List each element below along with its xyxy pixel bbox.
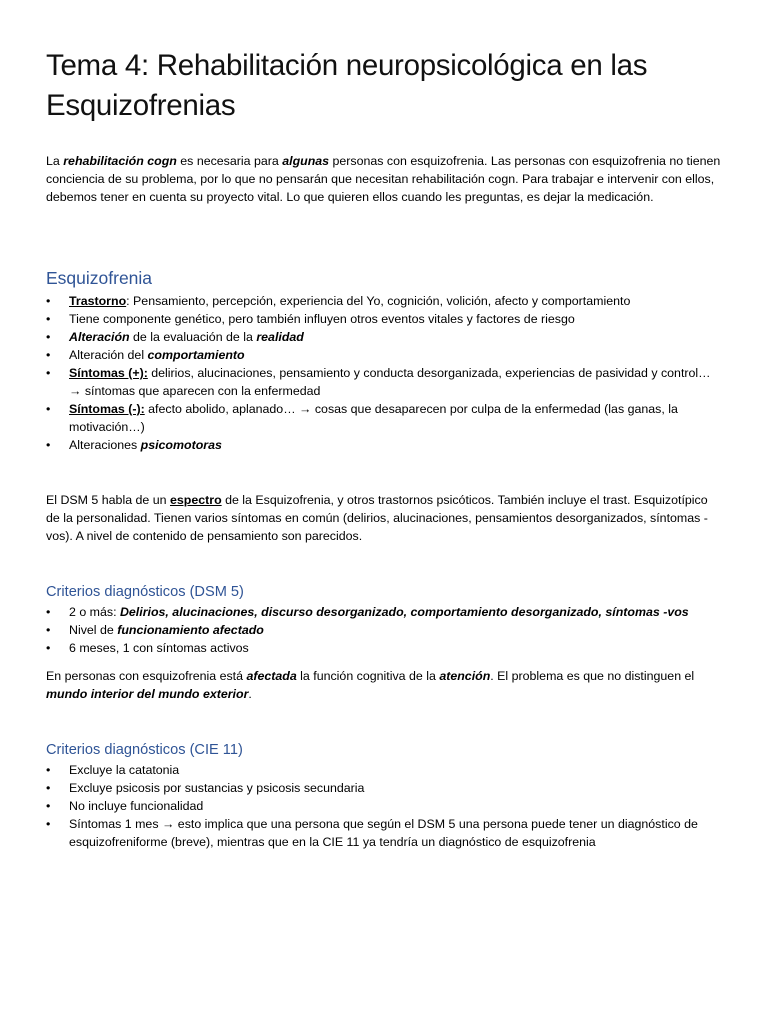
term-funcionamiento: funcionamiento afectado	[117, 623, 264, 637]
heading-esquizofrenia: Esquizofrenia	[46, 268, 153, 288]
heading-cie11: Criterios diagnósticos (CIE 11)	[46, 742, 243, 758]
item-text: Excluye la catatonia	[69, 763, 180, 777]
item-text: delirios, alucinaciones, pensamiento y conducta desorganizada, experiencias de pasividad y control… → síntomas que aparecen con la enfermedad	[69, 366, 711, 398]
term-trastorno: Trastorno	[69, 294, 127, 308]
document-title: Tema 4: Rehabilitación neuropsicológica en las Esquizofrenias	[46, 49, 648, 122]
list-dsm5	[46, 603, 722, 657]
cog-text-2: la función cognitiva de la	[296, 669, 440, 683]
term-criterios: Delirios, alucinaciones, discurso desorganizado, comportamiento desorganizado, síntomas -vos	[119, 605, 689, 619]
term-sintomas-positivos: Síntomas (+):	[69, 366, 148, 380]
bullet-icon: •	[46, 438, 51, 452]
item-text: Nivel de	[69, 623, 118, 637]
dsm-text-2: de la Esquizofrenia, y otros trastornos psicóticos. También incluye el trast. Esquizotípico de la personalidad. Tienen varios síntomas en común (delirios, alucinaciones, pensamientos desorganizados, síntomas -vos). A nivel de contenido de pensamiento son parecidos.	[46, 493, 708, 543]
list-item	[46, 328, 722, 346]
item-text: de la evaluación de la	[129, 330, 257, 344]
list-item	[46, 761, 722, 779]
item-text: No incluye funcionalidad	[69, 799, 204, 813]
item-text: Síntomas 1 mes → esto implica que una persona que según el DSM 5 una persona puede tener un diagnóstico de esquizofreniforme (breve), mientras que en la CIE 11 ya tendría un diagnóstico de esquizofrenia	[69, 817, 698, 849]
list-item	[46, 639, 722, 657]
intro-rehab-term: rehabilitación cogn	[63, 154, 177, 168]
term-mundo: mundo interior del mundo exterior	[46, 687, 249, 701]
list-item	[46, 292, 722, 310]
list-item	[46, 797, 722, 815]
bullet-icon: •	[46, 817, 51, 831]
bullet-icon: •	[46, 781, 51, 795]
bullet-icon: •	[46, 641, 51, 655]
item-text: Excluye psicosis por sustancias y psicosis secundaria	[69, 781, 365, 795]
list-item	[46, 815, 722, 851]
term-afectada: afectada	[246, 669, 297, 683]
list-item	[46, 346, 722, 364]
bullet-icon: •	[46, 763, 51, 777]
list-cie11	[46, 761, 722, 851]
bullet-icon: •	[46, 366, 51, 380]
dsm-paragraph	[46, 491, 722, 545]
list-item	[46, 621, 722, 639]
intro-algunas-term: algunas	[282, 154, 330, 168]
cognitive-paragraph	[46, 667, 722, 703]
term-comportamiento: comportamiento	[147, 348, 245, 362]
list-item	[46, 603, 722, 621]
item-text: afecto abolido, aplanado… → cosas que desaparecen por culpa de la enfermedad (las ganas, la motivación…)	[69, 402, 678, 434]
item-text: Alteraciones	[69, 438, 141, 452]
bullet-icon: •	[46, 312, 51, 326]
item-text: 6 meses, 1 con síntomas activos	[69, 641, 249, 655]
bullet-icon: •	[46, 402, 51, 416]
term-atencion: atención	[439, 669, 491, 683]
term-psicomotoras: psicomotoras	[140, 438, 222, 452]
cog-text-1: En personas con esquizofrenia está	[46, 669, 247, 683]
list-item	[46, 364, 722, 400]
list-item	[46, 310, 722, 328]
list-esquizofrenia	[46, 292, 722, 454]
heading-dsm5: Criterios diagnósticos (DSM 5)	[46, 584, 244, 600]
bullet-icon: •	[46, 348, 51, 362]
cog-text-3: . El problema es que no distinguen el	[490, 669, 695, 683]
intro-text-1: La	[46, 154, 64, 168]
list-item	[46, 436, 722, 454]
term-alteracion: Alteración	[69, 330, 130, 344]
list-item	[46, 400, 722, 436]
bullet-icon: •	[46, 799, 51, 813]
intro-text-2: es necesaria para	[176, 154, 283, 168]
bullet-icon: •	[46, 623, 51, 637]
dsm-text-1: El DSM 5 habla de un	[46, 493, 170, 507]
item-text: 2 o más:	[69, 605, 120, 619]
item-text: Alteración del	[69, 348, 148, 362]
cog-text-4: .	[248, 687, 252, 701]
term-realidad: realidad	[256, 330, 304, 344]
item-text: : Pensamiento, percepción, experiencia del Yo, cognición, volición, afecto y comportamiento	[126, 294, 631, 308]
term-espectro: espectro	[169, 493, 222, 507]
bullet-icon: •	[46, 294, 51, 308]
intro-paragraph	[46, 152, 722, 206]
term-sintomas-negativos: Síntomas (-):	[69, 402, 145, 416]
bullet-icon: •	[46, 605, 51, 619]
intro-text-3: personas con esquizofrenia. Las personas con esquizofrenia no tienen conciencia de su problema, por lo que no pensarán que necesitan rehabilitación cogn. Para trabajar e intervenir con ellos, debemos tener en cuenta su proyecto vital. Lo que quieren ellos cuando les preguntas, es dejar la medicación.	[46, 154, 721, 204]
list-item	[46, 779, 722, 797]
item-text: Tiene componente genético, pero también influyen otros eventos vitales y factores de riesgo	[69, 312, 575, 326]
bullet-icon: •	[46, 330, 51, 344]
